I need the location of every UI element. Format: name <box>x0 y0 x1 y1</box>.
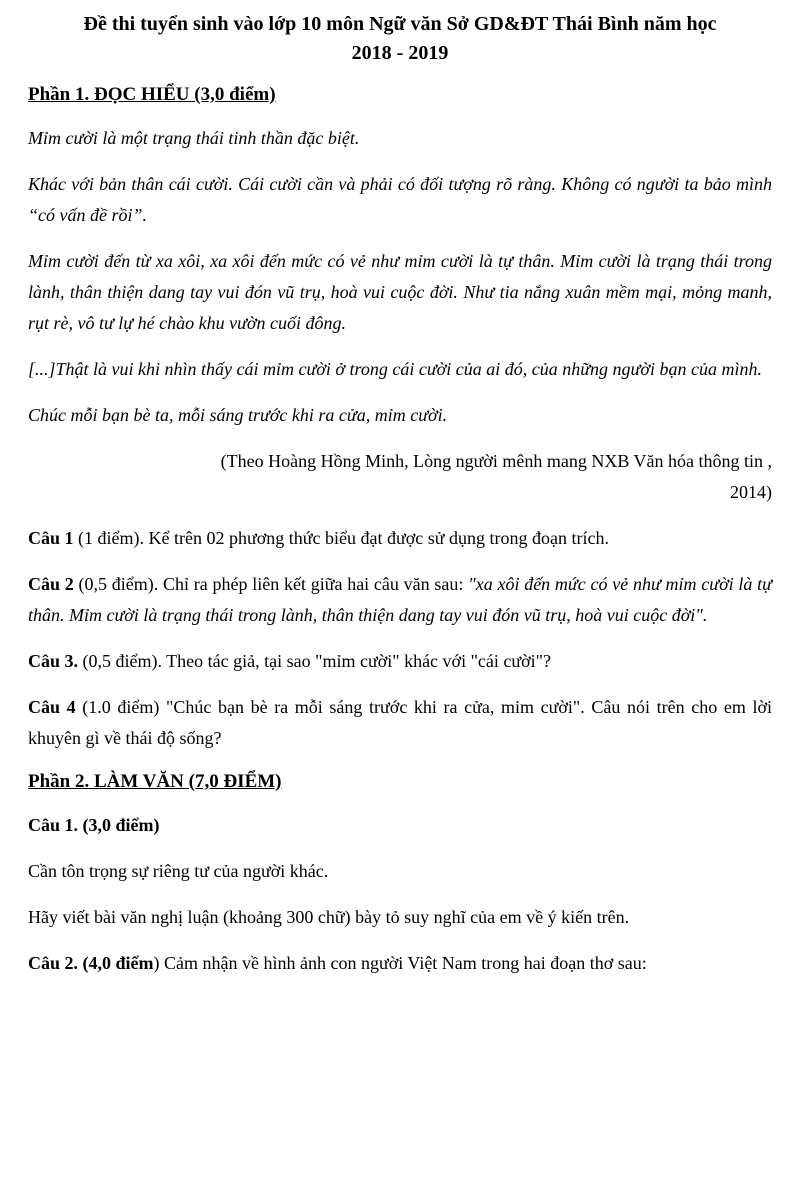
question-cau4 <box>28 692 772 754</box>
passage-paragraph-5: Chúc mỗi bạn bè ta, mỗi sáng trước khi ra cửa, mỉm cười. <box>28 405 448 425</box>
question-cau4-label: Câu 4 <box>28 697 76 717</box>
part2-cau1-instruction: Hãy viết bài văn nghị luận (khoảng 300 chữ) bày tỏ suy nghĩ của em về ý kiến trên. <box>28 907 630 927</box>
part2-cau2 <box>28 948 772 979</box>
part2-cau2-text: ) Cảm nhận về hình ảnh con người Việt Nam trong hai đoạn thơ sau: <box>153 953 647 973</box>
passage-paragraph-4: [...]Thật là vui khi nhìn thấy cái mỉm cười ở trong cái cười của ai đó, của những người bạn của mình. <box>28 359 762 379</box>
question-cau3-label: Câu 3. <box>28 651 79 671</box>
title-line-1: Đề thi tuyển sinh vào lớp 10 môn Ngữ văn Sở GD&ĐT Thái Bình năm học <box>83 13 717 35</box>
title-line-2: 2018 - 2019 <box>351 42 449 64</box>
passage-paragraph-3: Mỉm cười đến từ xa xôi, xa xôi đến mức có vẻ như mỉm cười là tự thân. Mỉm cười là trạng thái trong lành, thân thiện dang tay vui đón vũ trụ, hoà vui cuộc đời. Như tia nắng xuân mềm mại, mỏng manh, rụt rè, vô tư lự hé chào khu vườn cuối đông. <box>28 251 772 333</box>
question-cau1-label: Câu 1 <box>28 528 74 548</box>
question-cau2-quoted-text: "xa xôi đến mức có vẻ như mỉm cười là tự thân. Mỉm cười là trạng thái trong lành, thân thiện dang tay vui đón vũ trụ, hoà vui cuộc đời". <box>28 574 773 625</box>
question-cau1 <box>28 523 772 554</box>
question-cau4-text: (1.0 điểm) "Chúc bạn bè ra mỗi sáng trước khi ra cửa, mim cười". Câu nói trên cho em lời khuyên gì về thái độ sống? <box>28 697 772 748</box>
attribution-line-1: (Theo Hoàng Hồng Minh, Lòng người mênh mang NXB Văn hóa thông tin , <box>220 451 772 471</box>
question-cau2-label: Câu 2 <box>28 574 74 594</box>
question-cau3 <box>28 646 772 677</box>
part2-cau1-statement: Cần tôn trọng sự riêng tư của người khác. <box>28 861 329 881</box>
part2-cau2-label: Câu 2. (4,0 điểm <box>28 953 154 973</box>
document-title <box>28 10 772 68</box>
part2-heading: Phần 2. LÀM VĂN (7,0 ĐIỂM) <box>28 771 282 792</box>
question-cau2-text: (0,5 điểm). Chỉ ra phép liên kết giữa hai câu văn sau: <box>73 574 469 594</box>
part2-cau1-heading: Câu 1. (3,0 điểm) <box>28 815 160 835</box>
question-cau3-text: (0,5 điểm). Theo tác giả, tại sao "mỉm cười" khác với "cái cười"? <box>78 651 551 671</box>
question-cau1-text: (1 điểm). Kể trên 02 phương thức biểu đạt được sử dụng trong đoạn trích. <box>73 528 609 548</box>
part1-heading: Phần 1. ĐỌC HIỂU (3,0 điểm) <box>28 84 276 105</box>
source-attribution <box>28 446 772 508</box>
question-cau2 <box>28 569 772 631</box>
passage-paragraph-1: Mỉm cười là một trạng thái tinh thần đặc biệt. <box>28 128 360 148</box>
passage-paragraph-2: Khác với bản thân cái cười. Cái cười cần và phải có đối tượng rõ ràng. Không có người ta bảo mình “có vấn đề rồi”. <box>28 174 772 225</box>
attribution-line-2: 2014) <box>730 482 772 502</box>
